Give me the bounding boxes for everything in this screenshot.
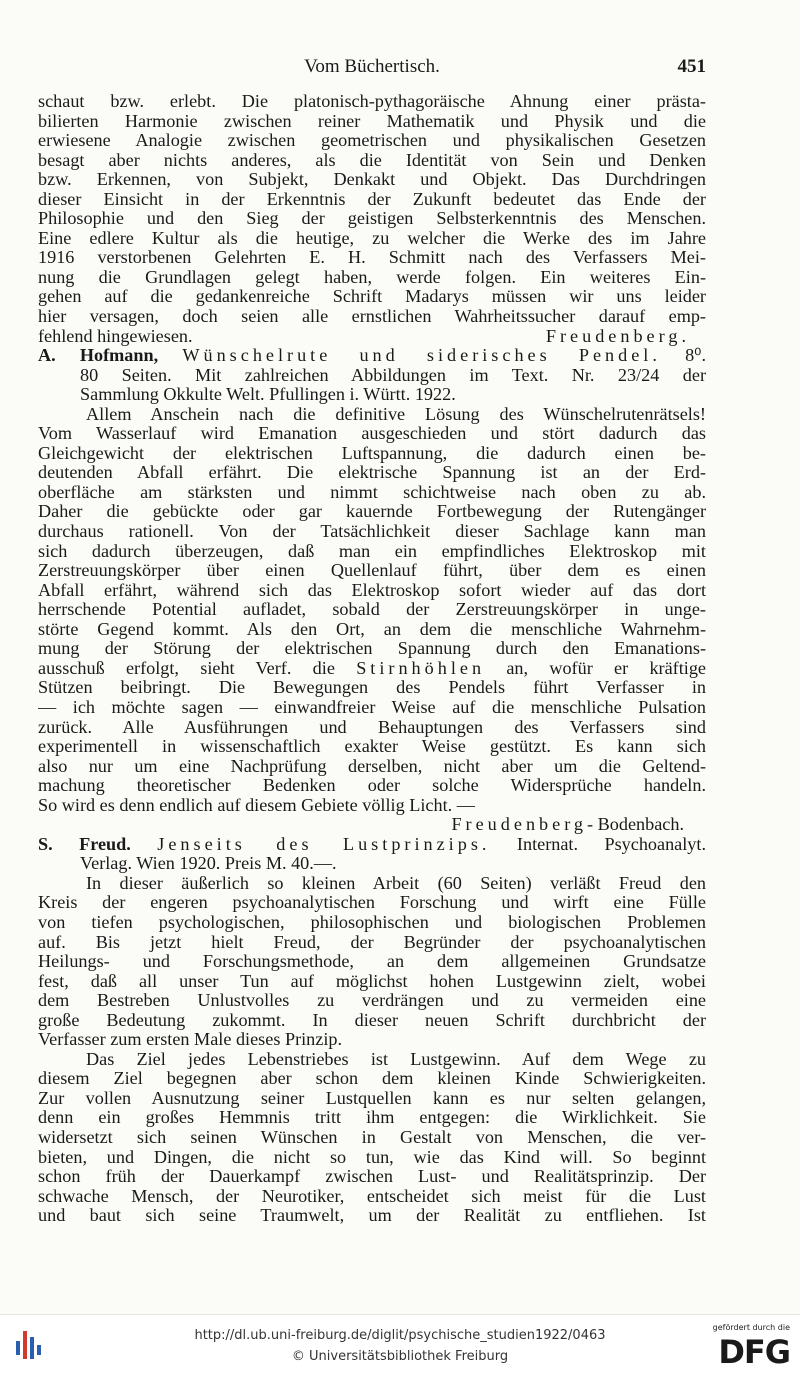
- text-line: besagt aber nichts anderes, als die Identität von Sein und Denken: [38, 150, 706, 170]
- text-line: große Bedeutung zukommt. In dieser neuen Schrift durchbricht der: [38, 1010, 706, 1030]
- text-line: bzw. Erkennen, von Subjekt, Denkakt und Objekt. Das Durchdringen: [38, 170, 706, 190]
- text-line: schon früh der Dauerkampf zwischen Lust- und Realitätsprinzip. Der: [38, 1167, 706, 1187]
- running-title: Vom Büchertisch.: [304, 56, 440, 77]
- text-line: von tiefen psychologischen, philosophischen und biologischen Problemen: [38, 912, 706, 932]
- text-line: widersetzt sich seinen Wünschen in Gestalt von Menschen, die ver-: [38, 1127, 706, 1147]
- text-line: gehen auf die gedankenreiche Schrift Madarys müssen wir uns leider: [38, 287, 706, 307]
- signature-name: Freudenberg: [451, 815, 588, 835]
- text-line: zurück. Alle Ausführungen und Behauptungen des Verfassers sind: [38, 717, 706, 737]
- paragraph-continued: [38, 92, 706, 346]
- entry-heading: [38, 346, 706, 366]
- text-line: Abfall erfährt, während sich das Elektroskop sofort wieder auf das dort: [38, 580, 706, 600]
- entry-details: 80 Seiten. Mit zahlreichen Abbildungen im Text. Nr. 23/24 der: [80, 365, 706, 385]
- text-line: oberfläche am stärksten und nimmt schichtweise nach oben zu ab.: [38, 482, 706, 502]
- text-line: Eine edlere Kultur als die heutige, zu welcher die Werke des im Jahre: [38, 228, 706, 248]
- text-line: experimentell in wissenschaftlich exakter Weise gestützt. Es kann sich: [38, 737, 706, 757]
- text-line: denn ein großes Hemmnis tritt ihm entgegen: die Wirklichkeit. Sie: [38, 1108, 706, 1128]
- text-fragment: ausschuß erfolgt, sieht Verf. die: [38, 658, 335, 678]
- text-line: Philosophie und den Sieg der geistigen Selbsterkenntnis des Menschen.: [38, 209, 706, 229]
- copyright-notice: © Universitätsbibliothek Freiburg: [291, 1349, 509, 1364]
- page-body: [38, 92, 706, 1226]
- entry-author: S. Freud.: [38, 834, 131, 854]
- text-line: bieten, und Dingen, die nicht so tun, wie das Kind will. So beginnt: [38, 1147, 706, 1167]
- text-line: Gleichgewicht der elektrischen Luftspannung, die dadurch einen be-: [38, 443, 706, 463]
- entry-author: A. Hofmann,: [38, 346, 159, 366]
- text-line: — ich möchte sagen — einwandfreier Weise auf die menschliche Pulsation: [38, 697, 706, 717]
- dfg-logo: DFG: [718, 1333, 790, 1371]
- emphasized-word: Stirnhöhlen: [356, 658, 486, 678]
- text-line: Zur vollen Ausnutzung seiner Lustquellen kann es nur selten gelangen,: [38, 1088, 706, 1108]
- text-line: störte Gegend kommt. Als den Ort, an dem die menschliche Wahrnehm-: [38, 619, 706, 639]
- text-line: auf. Bis jetzt hielt Freud, der Begründer der psychoanalytischen: [38, 932, 706, 952]
- review-entry-freud: [38, 835, 706, 1226]
- text-line: nung die Grundlagen gelegt haben, werde folgen. Ein weiteres Ein-: [38, 267, 706, 287]
- text-line: [38, 659, 706, 679]
- text-line: Stützen beibringt. Die Bewegungen des Pendels führt Verfasser in: [38, 678, 706, 698]
- viewer-footer: [0, 1314, 800, 1373]
- signature-place: - Bodenbach.: [587, 815, 684, 835]
- text-line: Verfasser zum ersten Male dieses Prinzip.: [38, 1030, 343, 1050]
- text-line: mung der Störung der elektrischen Spannung durch den Emanations-: [38, 639, 706, 659]
- entry-title: Jenseits des Lustprinzips.: [157, 834, 491, 854]
- text-line: schwache Mensch, der Neurotiker, entscheidet sich meist für die Lust: [38, 1186, 706, 1206]
- text-line: diesem Ziel begegnen aber schon dem kleinen Kinde Schwierigkeiten.: [38, 1069, 706, 1089]
- text-line: erwiesene Analogie zwischen geometrischen und physikalischen Gesetzen: [38, 131, 706, 151]
- text-line: sich dadurch überzeugen, daß man ein empfindliches Elektroskop mit: [38, 541, 706, 561]
- entry-details: Verlag. Wien 1920. Preis M. 40.—.: [80, 854, 337, 874]
- text-line: hier versagen, doch seien alle ernstlichen Wahrheitssucher darauf emp-: [38, 307, 706, 327]
- text-line: dieser Einsicht in der Erkenntnis der Zukunft bedeutet das Ende der: [38, 189, 706, 209]
- review-entry-hofmann: [38, 346, 706, 835]
- entry-details: Sammlung Okkulte Welt. Pfullingen i. Württ. 1922.: [80, 385, 456, 405]
- text-line: Heilungs- und Forschungsmethode, an dem allgemeinen Grundsatze: [38, 952, 706, 972]
- text-line: deutenden Abfall erfährt. Die elektrische Spannung ist an der Erd-: [38, 463, 706, 483]
- text-line: Kreis der engeren psychoanalytischen Forschung und wirft eine Fülle: [38, 893, 706, 913]
- text-line: fest, daß all unser Tun auf möglichst hohen Lustgewinn zielt, wobei: [38, 971, 706, 991]
- text-fragment: fehlend hingewiesen.: [38, 326, 193, 346]
- text-line: Vom Wasserlauf wird Emanation ausgeschieden und stört dadurch das: [38, 424, 706, 444]
- text-line: durchaus rationell. Von der Tatsächlichkeit dieser Sachlage kann man: [38, 522, 706, 542]
- entry-publisher: Internat. Psychoanalyt.: [516, 834, 706, 854]
- text-line: In dieser äußerlich so kleinen Arbeit (60 Seiten) verläßt Freud den: [86, 873, 706, 893]
- text-line: machung theoretischer Bedenken oder solche Widersprüche handeln.: [38, 776, 706, 796]
- text-line: und baut sich seine Traumwelt, um der Realität zu entfliehen. Ist: [38, 1206, 706, 1226]
- text-line: also nur um eine Nachprüfung derselben, nicht aber um die Geltend-: [38, 756, 706, 776]
- funding-caption: gefördert durch die: [712, 1323, 790, 1332]
- text-line: Zerstreuungskörper über einen Quellenlauf führt, über dem es einen: [38, 561, 706, 581]
- entry-title: Wünschelrute und siderisches Pendel.: [182, 346, 661, 366]
- entry-format: 8⁰.: [685, 346, 706, 366]
- entry-heading: [38, 835, 706, 855]
- text-line: Das Ziel jedes Lebenstriebes ist Lustgewinn. Auf dem Wege zu: [86, 1049, 706, 1069]
- text-line: Daher die gebückte oder gar kauernde Fortbewegung der Rutengänger: [38, 502, 706, 522]
- text-line: So wird es denn endlich auf diesem Gebiete völlig Licht. —: [38, 795, 475, 815]
- text-line: 1916 verstorbenen Gelehrten E. H. Schmitt nach des Verfassers Mei-: [38, 248, 706, 268]
- text-line: Allem Anschein nach die definitive Lösung des Wünschelrutenrätsels!: [86, 404, 706, 424]
- text-line: dem Bestreben Unlustvolles zu verdrängen und zu vermeiden eine: [38, 991, 706, 1011]
- reviewer-signature: Freudenberg.: [545, 326, 690, 346]
- running-header: [38, 56, 706, 82]
- page-number: 451: [677, 56, 706, 77]
- text-line: [38, 327, 706, 347]
- reviewer-signature: [38, 815, 706, 835]
- text-line: schaut bzw. erlebt. Die platonisch-pythagoräische Ahnung einer prästa-: [38, 92, 706, 111]
- text-line: bilierten Harmonie zwischen reiner Mathematik und Physik und die: [38, 111, 706, 131]
- permalink[interactable]: http://dl.ub.uni-freiburg.de/diglit/psychische_studien1922/0463: [194, 1328, 606, 1343]
- text-line: herrschende Potential aufladet, sobald der Zerstreuungskörper in unge-: [38, 600, 706, 620]
- text-fragment: an, wofür er kräftige: [506, 658, 706, 678]
